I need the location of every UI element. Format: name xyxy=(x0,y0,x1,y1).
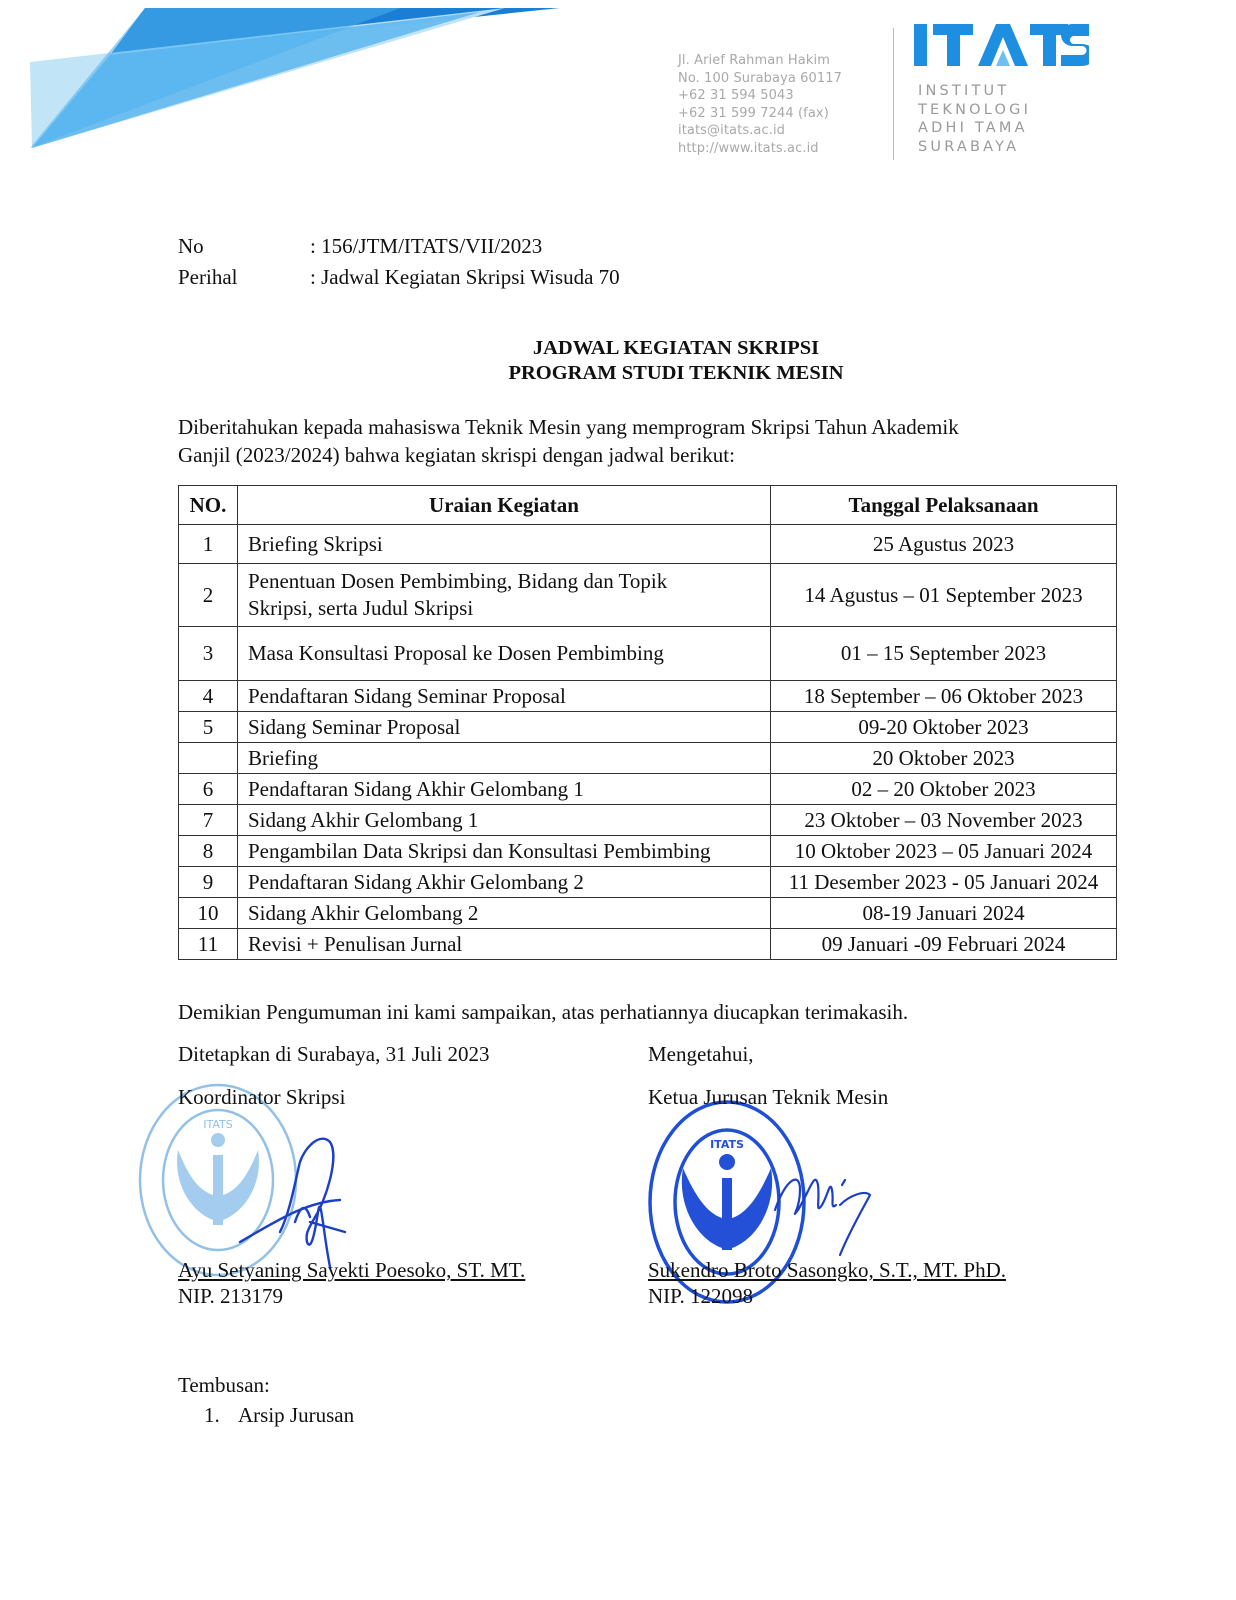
row-activity: Pengambilan Data Skripsi dan Konsultasi Pembimbing xyxy=(237,836,770,867)
row-activity: Pendaftaran Sidang Akhir Gelombang 2 xyxy=(237,867,770,898)
row-activity: Briefing Skripsi xyxy=(237,525,770,564)
header-date: Tanggal Pelaksanaan xyxy=(771,486,1117,525)
row-no: 9 xyxy=(179,867,238,898)
institution-line: SURABAYA xyxy=(918,138,1020,155)
row-no: 4 xyxy=(179,681,238,712)
row-date: 14 Agustus – 01 September 2023 xyxy=(771,564,1117,627)
left-nip: NIP. 213179 xyxy=(178,1284,284,1308)
row-date: 01 – 15 September 2023 xyxy=(771,627,1117,681)
no-label: No xyxy=(178,234,204,258)
table-header-row xyxy=(179,486,1117,525)
row-no: 10 xyxy=(179,898,238,929)
email-line: itats@itats.ac.id xyxy=(678,123,786,138)
address-line: Jl. Arief Rahman Hakim xyxy=(678,53,830,68)
table-row xyxy=(179,898,1117,929)
table-row xyxy=(179,929,1117,960)
row-no: 5 xyxy=(179,712,238,743)
row-date: 09 Januari -09 Februari 2024 xyxy=(771,929,1117,960)
header-no: NO. xyxy=(179,486,238,525)
title-line-2: PROGRAM STUDI TEKNIK MESIN xyxy=(508,362,844,384)
perihal-value: : Jadwal Kegiatan Skripsi Wisuda 70 xyxy=(310,265,620,289)
itats-logo xyxy=(914,20,1089,70)
carbon-copy-item-number: 1. xyxy=(204,1403,220,1427)
website-line: http://www.itats.ac.id xyxy=(678,140,819,156)
row-date: 11 Desember 2023 - 05 Januari 2024 xyxy=(771,867,1117,898)
table-row xyxy=(179,525,1117,564)
right-nip: NIP. 122098 xyxy=(648,1284,754,1308)
row-no: 6 xyxy=(179,774,238,805)
row-activity: Pendaftaran Sidang Seminar Proposal xyxy=(237,681,770,712)
phone-line: +62 31 594 5043 xyxy=(678,88,794,103)
document-title xyxy=(0,337,1236,385)
row-date: 20 Oktober 2023 xyxy=(771,743,1117,774)
carbon-copy-item-text: Arsip Jurusan xyxy=(238,1403,355,1427)
row-no: 8 xyxy=(179,836,238,867)
table-row xyxy=(179,681,1117,712)
table-row xyxy=(179,712,1117,743)
row-activity: Masa Konsultasi Proposal ke Dosen Pembimbing xyxy=(237,627,770,681)
perihal-label: Perihal xyxy=(178,265,238,289)
row-no: 2 xyxy=(179,564,238,627)
closing-sentence: Demikian Pengumuman ini kami sampaikan, atas perhatiannya diucapkan terimakasih. xyxy=(178,1000,909,1024)
left-signatory-name: Ayu Setyaning Sayekti Poesoko, ST. MT. xyxy=(178,1258,526,1282)
right-signature xyxy=(770,1150,885,1260)
table-row xyxy=(179,564,1117,627)
row-activity-line: Penentuan Dosen Pembimbing, Bidang dan Topik xyxy=(247,569,668,593)
row-date: 08-19 Januari 2024 xyxy=(771,898,1117,929)
table-row xyxy=(179,867,1117,898)
stamp-text: ITATS xyxy=(710,1138,744,1151)
carbon-copy-item xyxy=(178,1400,354,1430)
intro-line-1: Diberitahukan kepada mahasiswa Teknik Mesin yang memprogram Skripsi Tahun Akademik xyxy=(178,415,959,439)
place-date: Ditetapkan di Surabaya, 31 Juli 2023 xyxy=(178,1042,490,1066)
row-no: 3 xyxy=(179,627,238,681)
stamp-text: ITATS xyxy=(203,1118,233,1131)
institution-line: TEKNOLOGI xyxy=(918,101,1032,118)
row-activity: Sidang Seminar Proposal xyxy=(237,712,770,743)
table-row xyxy=(179,836,1117,867)
row-date: 23 Oktober – 03 November 2023 xyxy=(771,805,1117,836)
row-no: 1 xyxy=(179,525,238,564)
table-row xyxy=(179,743,1117,774)
no-value: : 156/JTM/ITATS/VII/2023 xyxy=(310,234,543,258)
row-activity: Briefing xyxy=(237,743,770,774)
row-date: 18 September – 06 Oktober 2023 xyxy=(771,681,1117,712)
row-no: 11 xyxy=(179,929,238,960)
institution-line: INSTITUT xyxy=(918,83,1010,99)
row-activity: Sidang Akhir Gelombang 1 xyxy=(237,805,770,836)
title-line-1: JADWAL KEGIATAN SKRIPSI xyxy=(532,337,820,359)
institution-name xyxy=(918,82,1031,156)
fax-line: +62 31 599 7244 (fax) xyxy=(678,105,829,121)
schedule-table xyxy=(178,485,1117,960)
row-activity: Sidang Akhir Gelombang 2 xyxy=(237,898,770,929)
row-activity-line: Skripsi, serta Judul Skripsi xyxy=(247,596,474,620)
carbon-copy-label: Tembusan: xyxy=(178,1373,270,1397)
row-no: 7 xyxy=(179,805,238,836)
row-activity xyxy=(237,564,770,627)
table-row xyxy=(179,805,1117,836)
row-date: 10 Oktober 2023 – 05 Januari 2024 xyxy=(771,836,1117,867)
table-row xyxy=(179,774,1117,805)
right-role: Ketua Jurusan Teknik Mesin xyxy=(648,1085,889,1109)
row-no xyxy=(179,743,238,774)
row-activity: Revisi + Penulisan Jurnal xyxy=(237,929,770,960)
right-signatory-name: Sukendro Broto Sasongko, S.T., MT. PhD. xyxy=(648,1258,1006,1282)
letterhead-contact xyxy=(678,52,842,157)
left-role: Koordinator Skripsi xyxy=(178,1085,346,1109)
row-activity: Pendaftaran Sidang Akhir Gelombang 1 xyxy=(237,774,770,805)
intro-paragraph xyxy=(178,413,1078,469)
table-row xyxy=(179,627,1117,681)
carbon-copy-section xyxy=(178,1370,354,1430)
row-date: 25 Agustus 2023 xyxy=(771,525,1117,564)
acknowledged-label: Mengetahui, xyxy=(648,1042,754,1066)
intro-line-2: Ganjil (2023/2024) bahwa kegiatan skrispi dengan jadwal berikut: xyxy=(178,443,735,467)
address-line: No. 100 Surabaya 60117 xyxy=(678,70,843,86)
institution-line: ADHI TAMA xyxy=(918,120,1028,136)
row-date: 09-20 Oktober 2023 xyxy=(771,712,1117,743)
header-activity: Uraian Kegiatan xyxy=(237,486,770,525)
letterhead-divider xyxy=(893,28,894,160)
row-date: 02 – 20 Oktober 2023 xyxy=(771,774,1117,805)
